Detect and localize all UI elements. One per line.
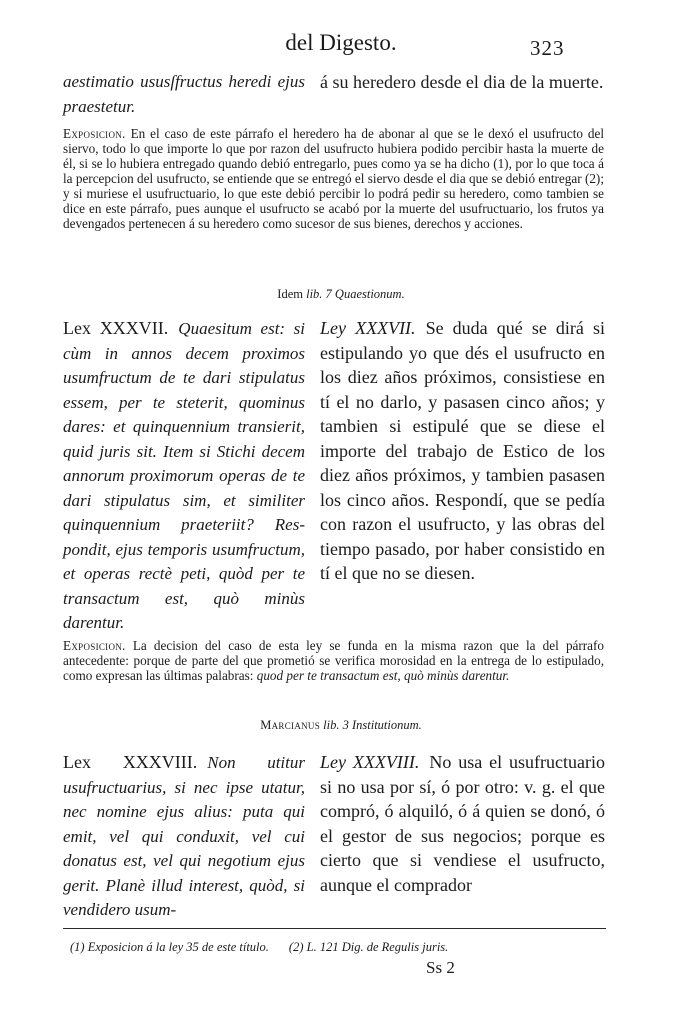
lex-38-spanish-heading: Ley XXXVIII. (320, 752, 420, 772)
exposition-paragraph-2 (63, 638, 604, 683)
lex-37-spanish (320, 316, 605, 586)
lex-37-latin (63, 316, 305, 636)
footnote-divider (63, 928, 606, 929)
exposition-paragraph-1 (63, 126, 604, 231)
source-citation-2 (0, 718, 682, 733)
exposition-text: En el caso de este párrafo el heredero ha de abonar al que se le dexó el usufructo del siervo, todo lo que importe lo que por razon del usufructo hubiera podido percibir hasta la muerte de él, si se lo hubiera entregado quando debió entregarlo, pues como ya se ha dicho (1), por lo que toca á la percepcion del usufructo, se entiende que se entregó el siervo desde el dia que se debió entregar (2); y si muriese el usufructuario, lo que este debió percibir lo podrá pedir su heredero, como tambien se dice en este párrafo, pues aunque el usufructo se acabó por la muerte del usufructuario, los frutos ya devengados pertenecen á su heredero como sucesor de sus bienes, derechos y acciones. (63, 126, 604, 231)
lex-37-latin-heading: Lex XXXVII. (63, 318, 169, 338)
signature-mark: Ss 2 (426, 958, 455, 977)
lex-38-latin (63, 750, 305, 923)
lex-37-spanish-text: Se duda qué se dirá si estipulando yo que dés el usufructo en los diez años próximos, consistiese en tí el no darlo, y pasasen cinco años; y tambien si estipulé que se diese el importe del trabajo de Estico de los diez años próximos, y tambien pasasen los cinco años. Respondí, que se pedía con razon el usufructo, y las obras del tiempo pasado, por haber consistido en tí el que no se diesen. (320, 318, 605, 583)
page-number: 323 (530, 36, 565, 60)
citation-work: lib. 3 Institutionum. (323, 718, 422, 732)
lex-37-spanish-heading: Ley XXXVII. (320, 318, 416, 338)
lex-38-spanish (320, 750, 605, 897)
lex-38-latin-text: Non utitur usufructuarius, si nec ipse utatur, nec nomine ejus alius: puta qui emit, vel qui conduxit, vel cui donatus est, vel qui negotium ejus gerit. Planè illud interest, quòd, si vendidero usum- (63, 753, 305, 919)
exposition-label: Exposicion. (63, 638, 126, 653)
exposition-label: Exposicion. (63, 126, 126, 141)
exposition-quote: quod per te transactum est, quò minùs darentur. (256, 668, 510, 683)
running-title: del Digesto. (285, 30, 397, 55)
lex-38-spanish-text: No usa el usufructuario si no usa por sí, ó por otro: v. g. el que compró, ó alquiló, ó á quien se donó, ó el gestor de sus negocios; porque es cierto que si vendiese el usufructo, aunque el comprador (320, 752, 606, 895)
lex-37-latin-text: Quaesitum est: si cùm in annos decem proximos usumfructum de te dari stipulatus essem, per te steterit, quominus dares: et quinquennium transierit, quid juris sit. Item si Stichi decem annorum proximorum operas de te dari stipulatus sim, et similiter quinquennium praeteriit? Respondit, ejus temporis usumfructum, et operas rectè peti, quòd per te transactum est, quò minùs darentur. (63, 319, 305, 632)
top-spanish-fragment: á su heredero desde el dia de la muerte. (320, 72, 604, 92)
citation-author: Marcianus (260, 718, 321, 732)
lex-38-latin-heading: Lex XXXVIII. (63, 752, 198, 772)
citation-work: lib. 7 Quaestionum. (306, 287, 405, 301)
footnote-1: (1) Exposicion á la ley 35 de este título. (70, 940, 269, 954)
source-citation-1 (0, 287, 682, 302)
footnote-2: (2) L. 121 Dig. de Regulis juris. (288, 940, 449, 954)
top-latin-fragment: aestimatio ususſfructus heredi ejus praestetur. (63, 72, 305, 116)
exposition-text: La decision del caso de esta ley se funda en la misma razon que la del párrafo antecedente: porque de parte del que prometió se verifica morosidad en la entrega de lo estipulado, como expresan las últimas palabras: (63, 638, 605, 683)
footnotes (70, 940, 610, 955)
citation-author: Idem (277, 287, 303, 301)
